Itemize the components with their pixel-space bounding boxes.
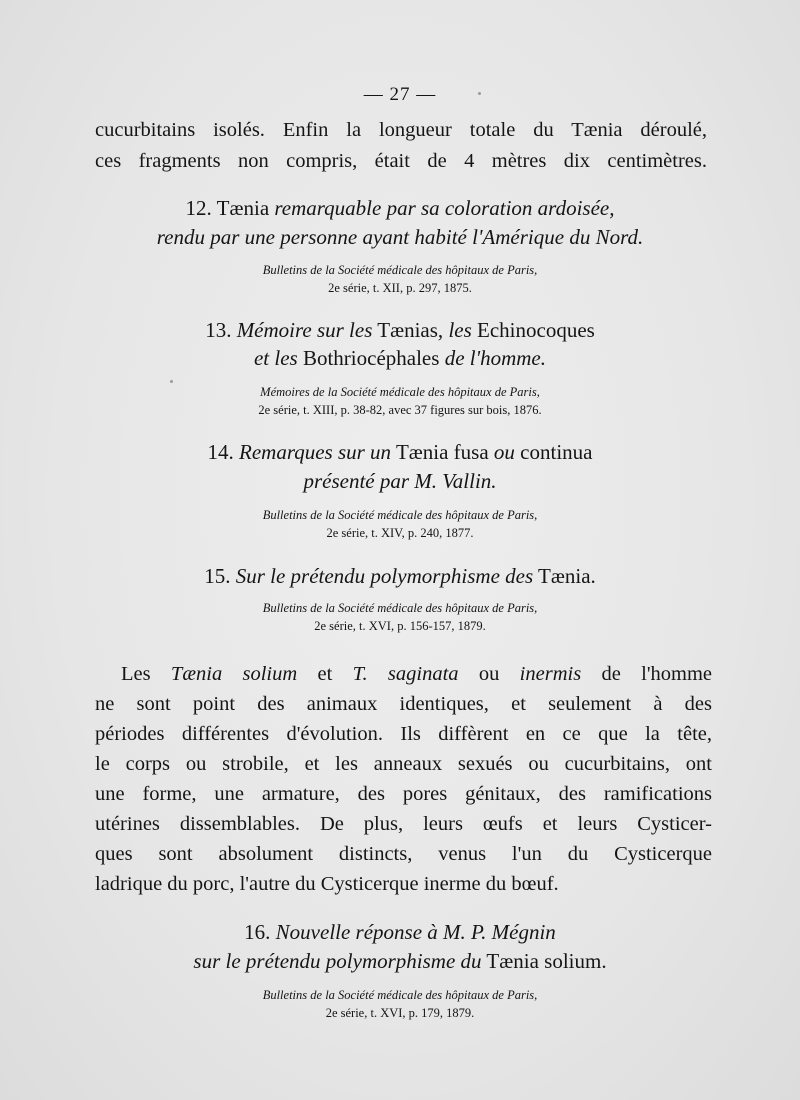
- paragraph-line-8: ladrique du porc, l'autre du Cysticerque inerme du bœuf.: [95, 873, 559, 895]
- paragraph-de-lhomme: de l'homme: [601, 663, 713, 685]
- entry-16-citation-journal: [0, 989, 800, 1002]
- entry-15-citation-details: 2e série, t. XVI, p. 156-157, 1879.: [314, 619, 486, 633]
- entry-13-title-roman-b: Echinocoques: [477, 318, 595, 342]
- paragraph-line-5: une forme, une armature, des pores génitaux, des ramifications: [95, 783, 712, 805]
- entry-16-title-roman: Tænia solium.: [486, 949, 607, 973]
- entry-16-title-line-1: [0, 922, 800, 943]
- intro-line-1: cucurbitains isolés. Enfin la longueur totale du Tænia déroulé,: [95, 119, 707, 141]
- entry-13-title-roman-a: Tænias,: [377, 318, 444, 342]
- paragraph-line-1: [95, 664, 712, 685]
- paragraph-line-2: ne sont point des animaux identiques, et seulement à des: [95, 693, 712, 715]
- entry-14-journal-text: Bulletins de la Société médicale des hôpitaux de Paris,: [262, 508, 538, 522]
- scan-speck: [170, 380, 173, 383]
- page-number: — 27 —: [363, 84, 437, 105]
- intro-line-2: ces fragments non compris, était de 4 mètres dix centimètres.: [95, 150, 707, 172]
- entry-12-citation-journal: [0, 264, 800, 277]
- entry-13-title-line-2: [0, 348, 800, 369]
- entry-13-title-italic-c: et les: [253, 346, 298, 370]
- entry-15-citation-journal: [0, 602, 800, 615]
- scan-speck: [478, 92, 481, 95]
- entry-12-title-italic: remarquable par sa coloration ardoisée,: [274, 196, 615, 220]
- entry-12-title-line-1: [0, 198, 800, 219]
- entry-14-title-line-1: [0, 442, 800, 463]
- entry-13-title-italic-d: de l'homme.: [444, 346, 546, 370]
- paragraph-word-et: et: [317, 663, 333, 685]
- entry-16-journal-text: Bulletins de la Société médicale des hôpitaux de Paris,: [262, 988, 538, 1002]
- entry-16-number: 16.: [244, 920, 271, 944]
- entry-15-title-italic: Sur le prétendu polymorphisme des: [235, 564, 534, 588]
- paragraph-line-7: ques sont absolument distincts, venus l'un du Cysticerque: [95, 843, 712, 865]
- entry-13-citation-details: 2e série, t. XIII, p. 38-82, avec 37 figures sur bois, 1876.: [258, 403, 542, 417]
- entry-14-citation-journal: [0, 509, 800, 522]
- entry-15-title-line-1: [0, 566, 800, 587]
- entry-12-title-line-2: [0, 227, 800, 248]
- entry-13-number: 13.: [205, 318, 232, 342]
- paragraph-word-les: Les: [121, 663, 151, 685]
- entry-14-title-italic-c: présenté par M. Vallin.: [303, 469, 497, 493]
- entry-14-number: 14.: [207, 440, 234, 464]
- entry-16-title-line-2: [0, 951, 800, 972]
- entry-13-journal-text: Mémoires de la Société médicale des hôpitaux de Paris,: [260, 385, 540, 399]
- paragraph-line-4: le corps ou strobile, et les anneaux sexués ou cucurbitains, ont: [95, 753, 712, 775]
- entry-14-title-italic-a: Remarques sur un: [239, 440, 392, 464]
- entry-14-citation-details: 2e série, t. XIV, p. 240, 1877.: [326, 526, 474, 540]
- paragraph-taenia-solium: Tænia solium: [170, 663, 298, 685]
- entry-13-citation-journal: [0, 386, 800, 399]
- entry-16-citation-details: 2e série, t. XVI, p. 179, 1879.: [325, 1006, 475, 1020]
- entry-12-number: 12.: [185, 196, 212, 220]
- entry-14-title-roman-a: Tænia fusa: [395, 440, 489, 464]
- entry-12-citation-details: 2e série, t. XII, p. 297, 1875.: [328, 281, 472, 295]
- entry-13-title-italic-b: les: [448, 318, 472, 342]
- entry-12-journal-text: Bulletins de la Société médicale des hôpitaux de Paris,: [262, 263, 538, 277]
- entry-13-title-line-1: [0, 320, 800, 341]
- entry-15-journal-text: Bulletins de la Société médicale des hôpitaux de Paris,: [262, 601, 538, 615]
- entry-15-title-roman: Tænia.: [538, 564, 596, 588]
- entry-14-title-roman-b: continua: [520, 440, 593, 464]
- paragraph-t-saginata: T. saginata: [352, 663, 459, 685]
- entry-12-title-line-2-text: rendu par une personne ayant habité l'Amérique du Nord.: [156, 225, 644, 249]
- paragraph-line-3: périodes différentes d'évolution. Ils diffèrent en ce que la tête,: [95, 723, 712, 745]
- entry-16-title-italic-a: Nouvelle réponse à M. P. Mégnin: [275, 920, 556, 944]
- entry-16-title-italic-b: sur le prétendu polymorphisme du: [193, 949, 482, 973]
- entry-12-title-roman: Tænia: [216, 196, 270, 220]
- entry-13-title-italic-a: Mémoire sur les: [236, 318, 373, 342]
- paragraph-line-6: utérines dissemblables. De plus, leurs œufs et leurs Cysticer-: [95, 813, 712, 835]
- paragraph-inermis: inermis: [519, 663, 582, 685]
- entry-15-number: 15.: [204, 564, 231, 588]
- entry-14-title-italic-b: ou: [493, 440, 515, 464]
- paragraph-word-ou: ou: [478, 663, 500, 685]
- entry-13-title-roman-c: Bothriocéphales: [302, 346, 440, 370]
- entry-14-title-line-2: [0, 471, 800, 492]
